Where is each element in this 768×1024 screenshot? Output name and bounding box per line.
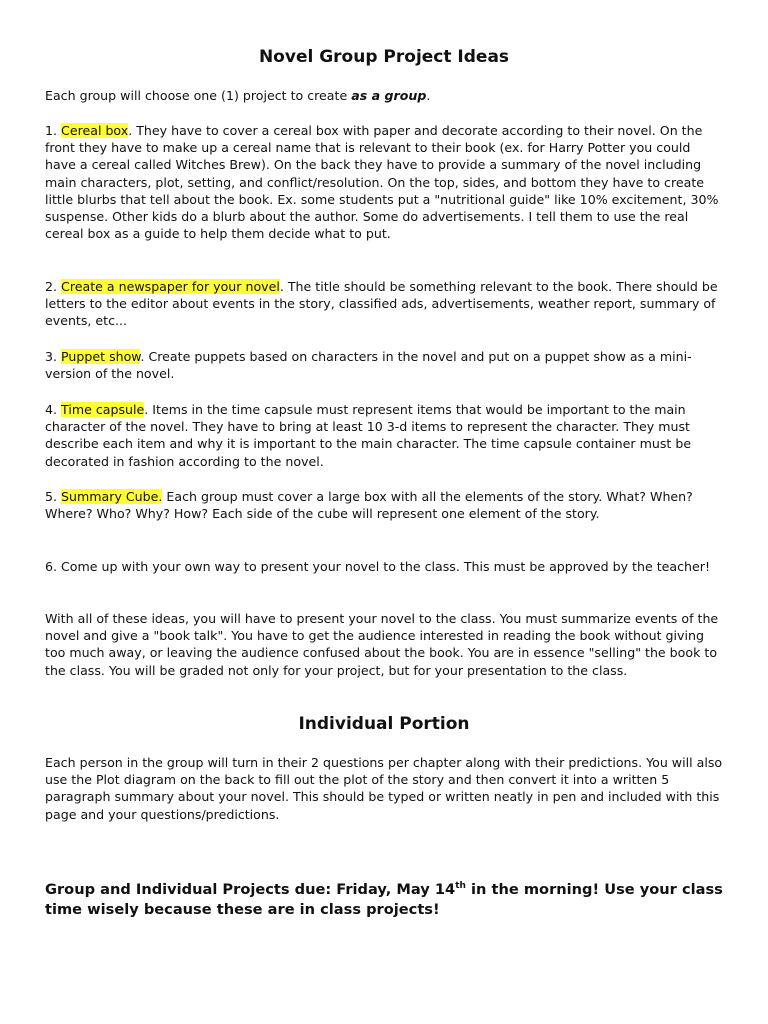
project-number: 2. bbox=[45, 279, 62, 294]
project-description: . Create puppets based on characters in the novel and put on a puppet show as a mini-version of the novel. bbox=[45, 349, 692, 382]
due-superscript: th bbox=[455, 881, 466, 891]
project-newspaper bbox=[45, 278, 725, 330]
project-number: 3. bbox=[45, 349, 62, 364]
intro-emphasis: as a group bbox=[351, 88, 427, 103]
project-cereal-box bbox=[45, 122, 725, 242]
project-time-capsule bbox=[45, 401, 725, 470]
project-name-highlight: Time capsule bbox=[61, 402, 145, 417]
intro-paragraph bbox=[45, 87, 725, 104]
page-title: Novel Group Project Ideas bbox=[258, 47, 510, 67]
project-name-highlight: Summary Cube. bbox=[61, 489, 163, 504]
project-puppet-show bbox=[45, 348, 725, 382]
project-description: . They have to cover a cereal box with paper and decorate according to their novel. On the front they have to make up a cereal name that is relevant to their book (ex. for Harry Potter you could have a cereal called Witches Brew). On the back they have to provide a summary of the novel including main characters, plot, setting, and conflict/resolution. On the top, sides, and bottom they have to create little blurbs that tell about the book. Ex. some students put a "nutritional guide" like 10% excitement, 30% suspense. Other kids do a blurb about the author. Some do advertisements. I tell them to use the real cereal box as a guide to help them decide what to put. bbox=[45, 123, 719, 242]
project-number: 1. bbox=[45, 123, 62, 138]
project-number: 4. bbox=[45, 402, 62, 417]
intro-end: . bbox=[426, 88, 431, 103]
project-name-highlight: Puppet show bbox=[61, 349, 141, 364]
due-text-end: in the morning! Use your class time wisely because these are in class projects! bbox=[45, 880, 723, 918]
project-name-highlight: Cereal box bbox=[61, 123, 129, 138]
due-date-notice bbox=[45, 876, 725, 920]
due-text: Group and Individual Projects due: Friday, May 14 bbox=[45, 880, 456, 898]
project-description: . Items in the time capsule must represent items that would be important to the main character of the novel. They have to bring at least 10 3-d items to represent the character. They must describe each item and why it is important to the main character. The time capsule container must be decorated in fashion according to the novel. bbox=[45, 402, 692, 469]
individual-portion-text: Each person in the group will turn in their 2 questions per chapter along with their predictions. You will also use the Plot diagram on the back to fill out the plot of the story and then convert it into a written 5 paragraph summary about your novel. This should be typed or written neatly in pen and included with this page and your questions/predictions. bbox=[45, 755, 723, 822]
presentation-paragraph: With all of these ideas, you will have to present your novel to the class. You must summarize events of the novel and give a "book talk". You have to get the audience interested in reading the book without giving too much away, or leaving the audience confused about the book. You are in essence "selling" the book to the class. You will be graded not only for your project, but for your presentation to the class. bbox=[45, 611, 719, 678]
project-name-highlight: Create a newspaper for your novel bbox=[61, 279, 280, 294]
intro-text: Each group will choose one (1) project to create bbox=[45, 88, 352, 103]
project-summary-cube bbox=[45, 488, 725, 522]
project-description: . The title should be something relevant to the book. There should be letters to the editor about events in the story, classified ads, advertisements, weather report, summary of events, etc... bbox=[45, 279, 718, 329]
individual-portion-heading: Individual Portion bbox=[298, 714, 470, 734]
project-description: Each group must cover a large box with all the elements of the story. What? When? Where? Who? Why? How? Each side of the cube will represent one element of the story. bbox=[45, 489, 693, 522]
project-number: 5. bbox=[45, 489, 62, 504]
project-own-way: 6. Come up with your own way to present your novel to the class. This must be approved by the teacher! bbox=[45, 559, 710, 574]
